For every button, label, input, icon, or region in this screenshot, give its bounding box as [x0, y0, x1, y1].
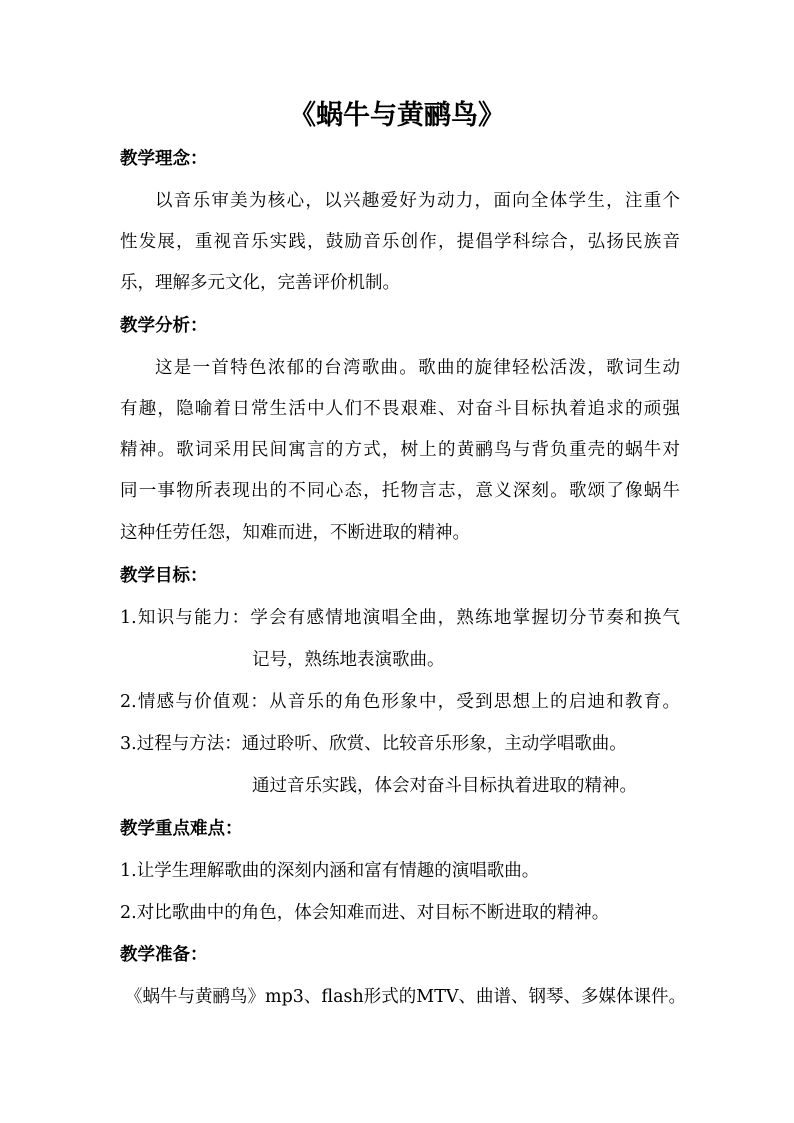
goal-item-3: 3.过程与方法：通过聆听、欣赏、比较音乐形象，主动学唱歌曲。 — [120, 734, 627, 754]
goal-item-1: 1.知识与能力：学会有感情地演唱全曲，熟练地掌握切分节奏和换气 — [120, 608, 680, 628]
paragraph-line: 有趣，隐喻着日常生活中人们不畏艰难、对奋斗目标执着追求的顽强 — [120, 399, 680, 419]
document-title: 《蜗牛与黄鹂鸟》 — [289, 100, 505, 131]
goal-item-3-continued: 通过音乐实践，体会对奋斗目标执着进取的精神。 — [252, 776, 637, 796]
section-heading-analysis: 教学分析： — [120, 316, 208, 336]
goal-item-2: 2.情感与价值观：从音乐的角色形象中，受到思想上的启迪和教育。 — [120, 692, 680, 712]
paragraph-line: 精神。歌词采用民间寓言的方式，树上的黄鹂鸟与背负重壳的蜗牛对 — [120, 440, 680, 460]
goal-item-1-continued: 记号，熟练地表演歌曲。 — [252, 650, 445, 670]
paragraph-line: 这是一首特色浓郁的台湾歌曲。歌曲的旋律轻松活泼，歌词生动 — [155, 358, 680, 378]
paragraph-line: 同一事物所表现出的不同心态，托物言志，意义深刻。歌颂了像蜗牛 — [120, 481, 680, 501]
key-point-2: 2.对比歌曲中的角色，体会知难而进、对目标不断进取的精神。 — [120, 903, 610, 923]
section-heading-concept: 教学理念： — [120, 149, 208, 169]
paragraph-line: 性发展，重视音乐实践，鼓励音乐创作，提倡学科综合，弘扬民族音 — [120, 232, 680, 252]
section-heading-preparation: 教学准备： — [120, 945, 208, 965]
key-point-1: 1.让学生理解歌曲的深刻内涵和富有情趣的演唱歌曲。 — [120, 861, 540, 881]
section-heading-key-points: 教学重点难点： — [120, 819, 243, 839]
preparation-line: 《蜗牛与黄鹂鸟》mp3、flash形式的MTV、曲谱、钢琴、多媒体课件。 — [125, 987, 687, 1007]
section-heading-goals: 教学目标： — [120, 566, 208, 586]
paragraph-line: 乐，理解多元文化，完善评价机制。 — [120, 273, 400, 293]
paragraph-line: 这种任劳任怨，知难而进，不断进取的精神。 — [120, 523, 470, 543]
paragraph-line: 以音乐审美为核心，以兴趣爱好为动力，面向全体学生，注重个 — [155, 191, 680, 211]
